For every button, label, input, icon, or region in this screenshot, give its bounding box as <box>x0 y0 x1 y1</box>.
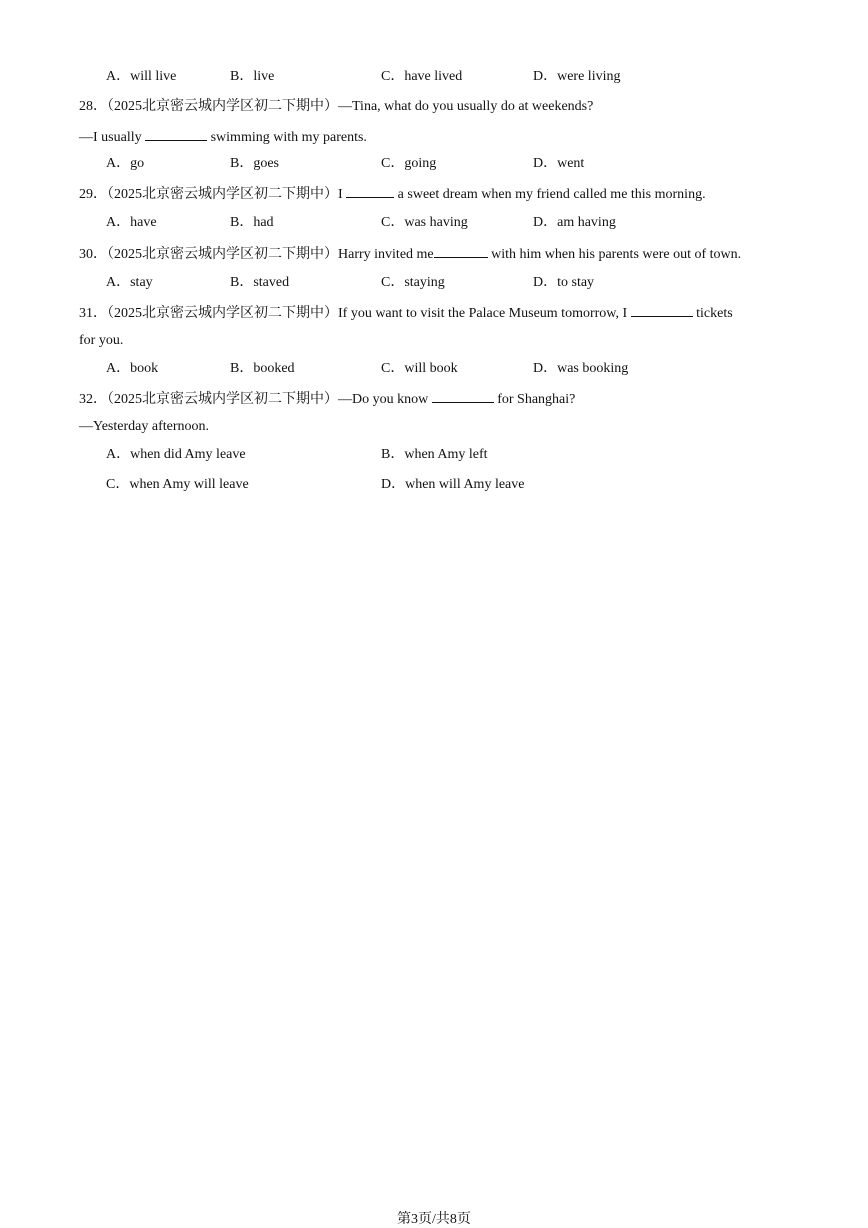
q28-source: （2025北京密云城内学区初二下期中） <box>107 99 338 114</box>
q30-post: with him when his parents were out of town. <box>487 247 742 262</box>
q31-number: 31． <box>79 306 107 321</box>
q31-source: （2025北京密云城内学区初二下期中） <box>107 306 338 321</box>
q27-options <box>106 68 806 86</box>
q28-option-b: B．goes <box>230 156 279 171</box>
q31-post: tickets <box>692 306 733 321</box>
q30-option-d: D．to stay <box>533 275 595 290</box>
q32-stem <box>79 389 575 409</box>
q32-post: for Shanghai? <box>493 392 576 407</box>
q29-option-d: D．am having <box>533 215 616 230</box>
q28-options <box>106 155 806 173</box>
q28-line2-pre: —I usually <box>79 130 146 145</box>
q31-option-a: A．book <box>106 361 159 376</box>
q27-option-d: D．were living <box>533 69 621 84</box>
q28-option-d: D．went <box>533 156 585 171</box>
q28-text: —Tina, what do you usually do at weekends? <box>338 99 594 114</box>
q29-option-b: B．had <box>230 215 274 230</box>
q27-option-a: A．will live <box>106 69 177 84</box>
q30-number: 30． <box>79 247 107 262</box>
q29-stem <box>79 184 706 204</box>
q30-stem <box>79 244 741 264</box>
q28-answer-blank <box>145 127 207 141</box>
q32-option-b: B．when Amy left <box>381 447 488 462</box>
q30-option-a: A．stay <box>106 275 153 290</box>
q29-source: （2025北京密云城内学区初二下期中） <box>107 187 338 202</box>
q31-option-b: B．booked <box>230 361 295 376</box>
q28-option-a: A．go <box>106 156 145 171</box>
q30-options <box>106 274 806 292</box>
q31-option-d: D．was booking <box>533 361 629 376</box>
q31-option-c: C．will book <box>381 361 458 376</box>
q28-line2 <box>79 127 367 147</box>
q29-pre: I <box>338 187 347 202</box>
q28-option-c: C．going <box>381 156 437 171</box>
q29-option-c: C．was having <box>381 215 468 230</box>
q27-option-c: C．have lived <box>381 69 463 84</box>
q31-stem <box>79 303 733 323</box>
q32-option-c: C．when Amy will leave <box>106 477 249 492</box>
q30-option-c: C．staying <box>381 275 445 290</box>
q32-line2: —Yesterday afternoon. <box>79 419 209 434</box>
q32-number: 32． <box>79 392 107 407</box>
q30-source: （2025北京密云城内学区初二下期中） <box>107 247 338 262</box>
q29-post: a sweet dream when my friend called me this morning. <box>394 187 706 202</box>
q32-options-row1 <box>106 446 806 464</box>
q29-answer-blank <box>346 184 394 198</box>
q30-option-b: B．staved <box>230 275 290 290</box>
q31-pre: If you want to visit the Palace Museum tomorrow, I <box>338 306 631 321</box>
q32-answer-blank <box>432 389 494 403</box>
q30-pre: Harry invited me <box>338 247 434 262</box>
q32-options-row2 <box>106 476 806 494</box>
q31-answer-blank <box>631 303 693 317</box>
q29-options <box>106 214 806 232</box>
q32-source: （2025北京密云城内学区初二下期中） <box>107 392 338 407</box>
q28-line2-post: swimming with my parents. <box>207 130 367 145</box>
q28-number: 28． <box>79 99 107 114</box>
q28-stem <box>79 98 593 116</box>
q31-line2: for you. <box>79 333 124 348</box>
q32-option-d: D．when will Amy leave <box>381 477 525 492</box>
page-footer: 第3页/共8页 <box>397 1212 471 1227</box>
q30-answer-blank <box>434 244 488 258</box>
q29-option-a: A．have <box>106 215 157 230</box>
q31-options <box>106 360 806 378</box>
q29-number: 29． <box>79 187 107 202</box>
q32-option-a: A．when did Amy leave <box>106 447 246 462</box>
q32-pre: —Do you know <box>338 392 432 407</box>
q27-option-b: B．live <box>230 69 275 84</box>
